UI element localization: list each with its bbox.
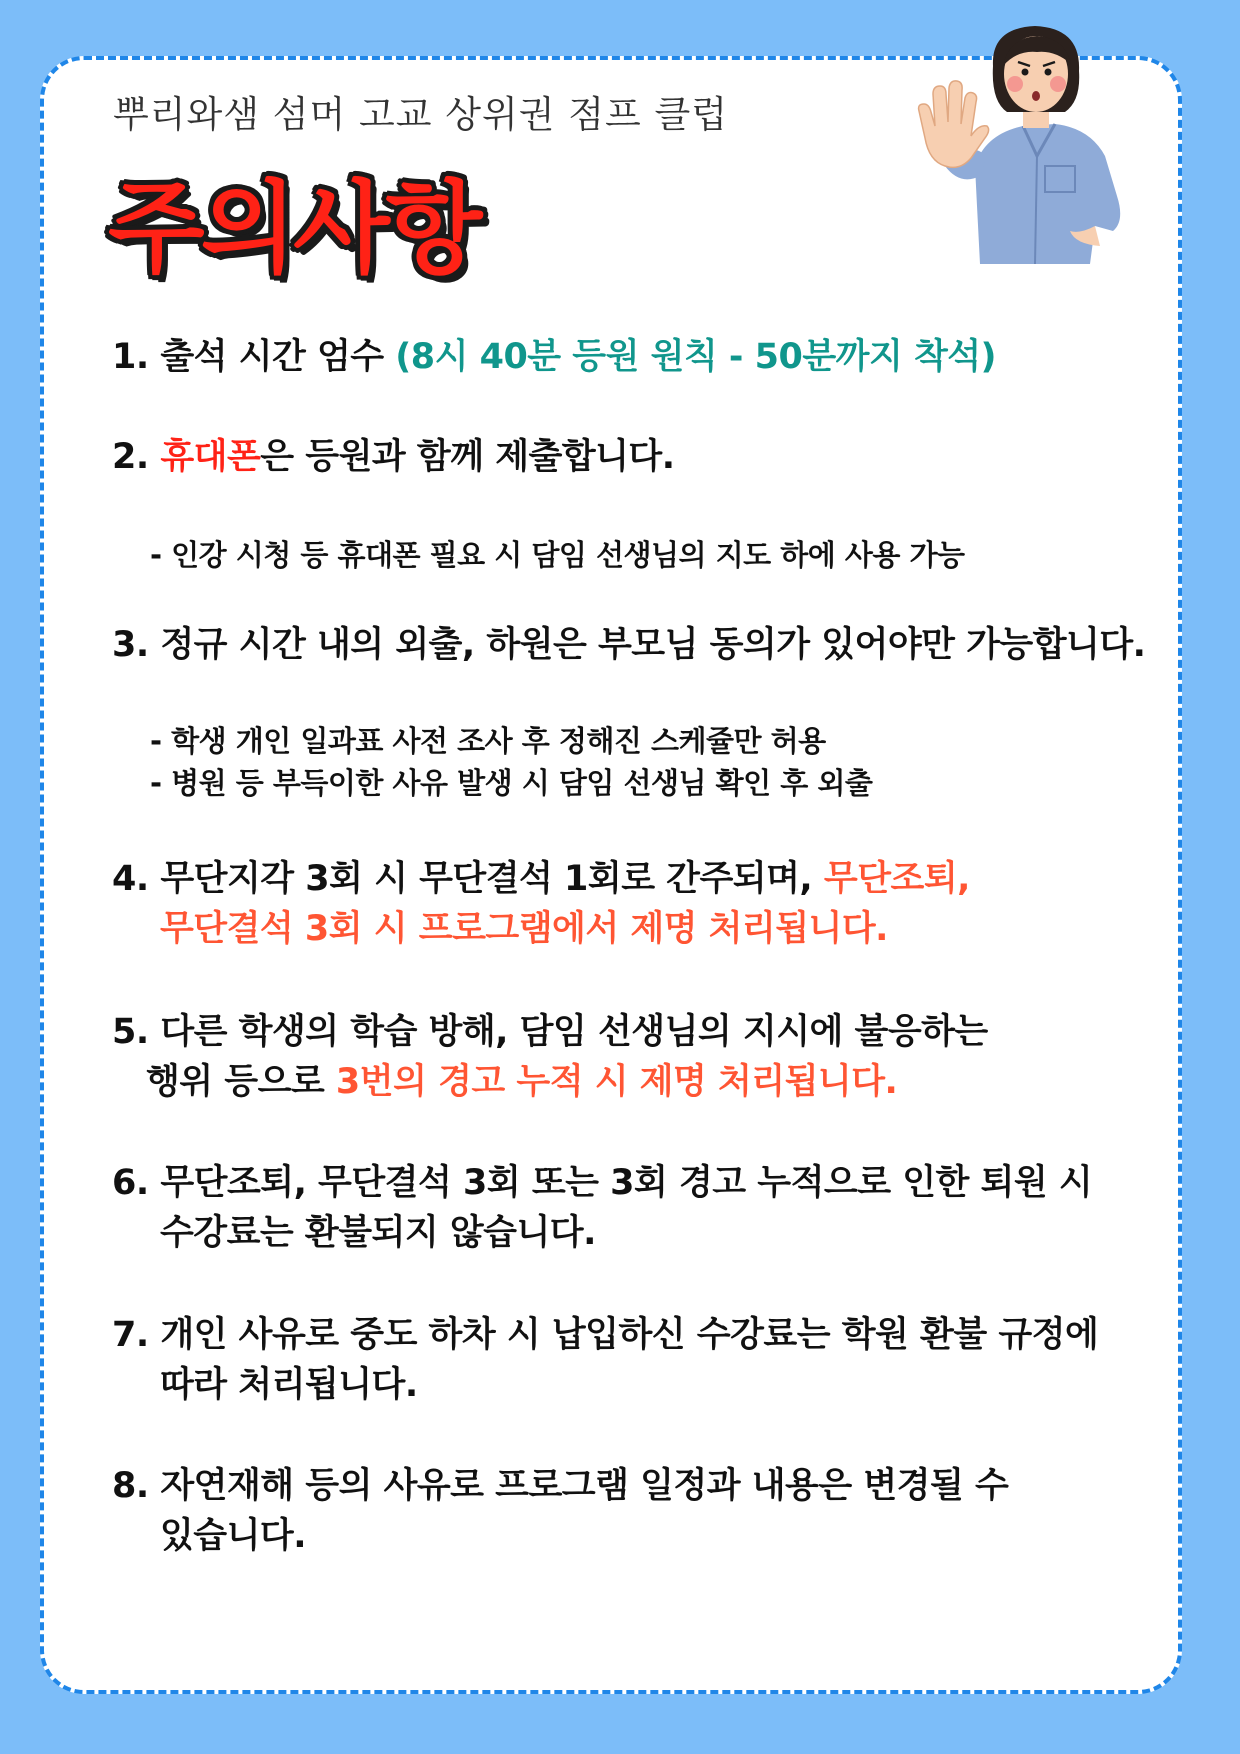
rule-1-highlight: (8시 40분 등원 원칙 - 50분까지 착석) <box>395 337 997 377</box>
rule-3: 3. 정규 시간 내의 외출, 하원은 부모님 동의가 있어야만 가능합니다. <box>112 625 1146 665</box>
rule-8 <box>112 1461 1008 1561</box>
rule-4-highlight-2: 무단결석 3회 시 프로그램에서 제명 처리됩니다. <box>160 909 888 949</box>
rule-1-text: 1. 출석 시간 엄수 <box>112 337 396 377</box>
rule-7-line-1: 7. 개인 사유로 중도 하차 시 납입하신 수강료는 학원 환불 규정에 <box>112 1315 1099 1355</box>
rule-8-line-2: 있습니다. <box>160 1516 307 1556</box>
rule-4 <box>112 854 970 954</box>
rule-2-prefix: 2. <box>112 437 161 477</box>
rule-8-line-1: 8. 자연재해 등의 사유로 프로그램 일정과 내용은 변경될 수 <box>112 1466 1009 1506</box>
page-title: 주의사항 <box>108 170 479 287</box>
rule-4-text: 4. 무단지각 3회 시 무단결석 1회로 간주되며, <box>112 859 824 899</box>
rule-5-line-1: 5. 다른 학생의 학습 방해, 담임 선생님의 지시에 불응하는 <box>112 1012 988 1052</box>
rule-4-highlight-1: 무단조퇴, <box>823 859 970 899</box>
woman-stop-hand-icon <box>905 16 1145 264</box>
rule-5-line-2-wrap <box>112 1057 988 1107</box>
rule-2-sub-1: - 인강 시청 등 휴대폰 필요 시 담임 선생님의 지도 하에 사용 가능 <box>150 538 965 572</box>
rule-2 <box>112 432 675 482</box>
rule-6 <box>112 1158 1092 1258</box>
rule-2-highlight: 휴대폰 <box>160 437 261 477</box>
rule-3-sub-2: - 병원 등 부득이한 사유 발생 시 담임 선생님 확인 후 외출 <box>150 766 873 800</box>
rule-7-line-2: 따라 처리됩니다. <box>160 1365 418 1405</box>
rule-2-suffix: 은 등원과 함께 제출합니다. <box>260 437 675 477</box>
rule-3-sub-1: - 학생 개인 일과표 사전 조사 후 정해진 스케쥴만 허용 <box>150 724 826 758</box>
rule-1 <box>112 332 996 382</box>
rule-7 <box>112 1310 1098 1410</box>
rule-5-highlight: 3번의 경고 누적 시 제명 처리됩니다. <box>335 1062 898 1102</box>
rule-6-line-1: 6. 무단조퇴, 무단결석 3회 또는 3회 경고 누적으로 인한 퇴원 시 <box>112 1163 1093 1203</box>
rule-5-line-2: 행위 등으로 <box>146 1062 336 1102</box>
rule-6-line-2: 수강료는 환불되지 않습니다. <box>160 1213 596 1253</box>
rule-5 <box>112 1007 988 1107</box>
program-subtitle: 뿌리와샘 섬머 고교 상위권 점프 클럽 <box>113 93 728 136</box>
